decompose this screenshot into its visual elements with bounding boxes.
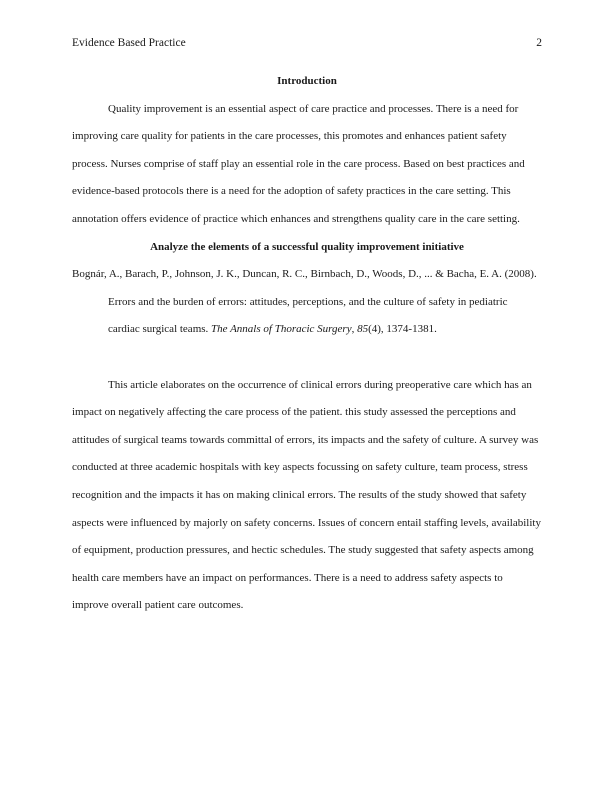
section-heading: Analyze the elements of a successful quality improvement initiative bbox=[150, 240, 464, 253]
running-head: Evidence Based Practice bbox=[72, 37, 186, 49]
introduction-paragraph: Quality improvement is an essential aspect of care practice and processes. There is a need for improving care quality for patients in the care processes, this promotes and enhances patient safety process. Nurses comprise of staff play an essential role in the care process. Based on best practices and evidence-based protocols there is a need for the adoption of safety practices in the care setting. This annotation offers evidence of practice which enhances and strengthens quality care in the care setting. bbox=[72, 102, 525, 225]
annotation-paragraph: This article elaborates on the occurrence of clinical errors during preoperative care which has an impact on negatively affecting the care process of the patient. this study assessed the perceptions and attitudes of surgical teams towards committal of errors, its impacts and the safety of culture. A survey was conducted at three academic hospitals with key aspects focussing on safety culture, team process, stress recognition and the impacts it has on making clinical errors. The results of the study showed that safety aspects were influenced by majorly on safety concerns. Issues of concern entail staffing levels, availability of equipment, production pressures, and hectic schedules. The study suggested that safety aspects among health care members have an impact on performances. There is a need to address safety aspects to improve overall patient care outcomes. bbox=[72, 378, 541, 612]
reference-entry bbox=[72, 261, 542, 344]
document-body bbox=[72, 68, 542, 620]
reference-authors-title: Bognár, A., Barach, P., Johnson, J. K., Duncan, R. C., Birnbach, D., Woods, D., ... & Bacha, E. A. (2008). Errors and the burden of errors: attitudes, perceptions, and the culture of safety in pediatric cardiac surgical teams. bbox=[72, 268, 537, 336]
page-number: 2 bbox=[536, 37, 542, 49]
reference-issue-pages: (4), 1374-1381. bbox=[368, 323, 437, 336]
reference-journal: The Annals of Thoracic Surgery bbox=[211, 323, 352, 336]
reference-separator: , bbox=[351, 323, 358, 336]
reference-volume: 85 bbox=[357, 323, 369, 336]
spacer bbox=[72, 344, 542, 372]
introduction-heading: Introduction bbox=[277, 75, 337, 87]
